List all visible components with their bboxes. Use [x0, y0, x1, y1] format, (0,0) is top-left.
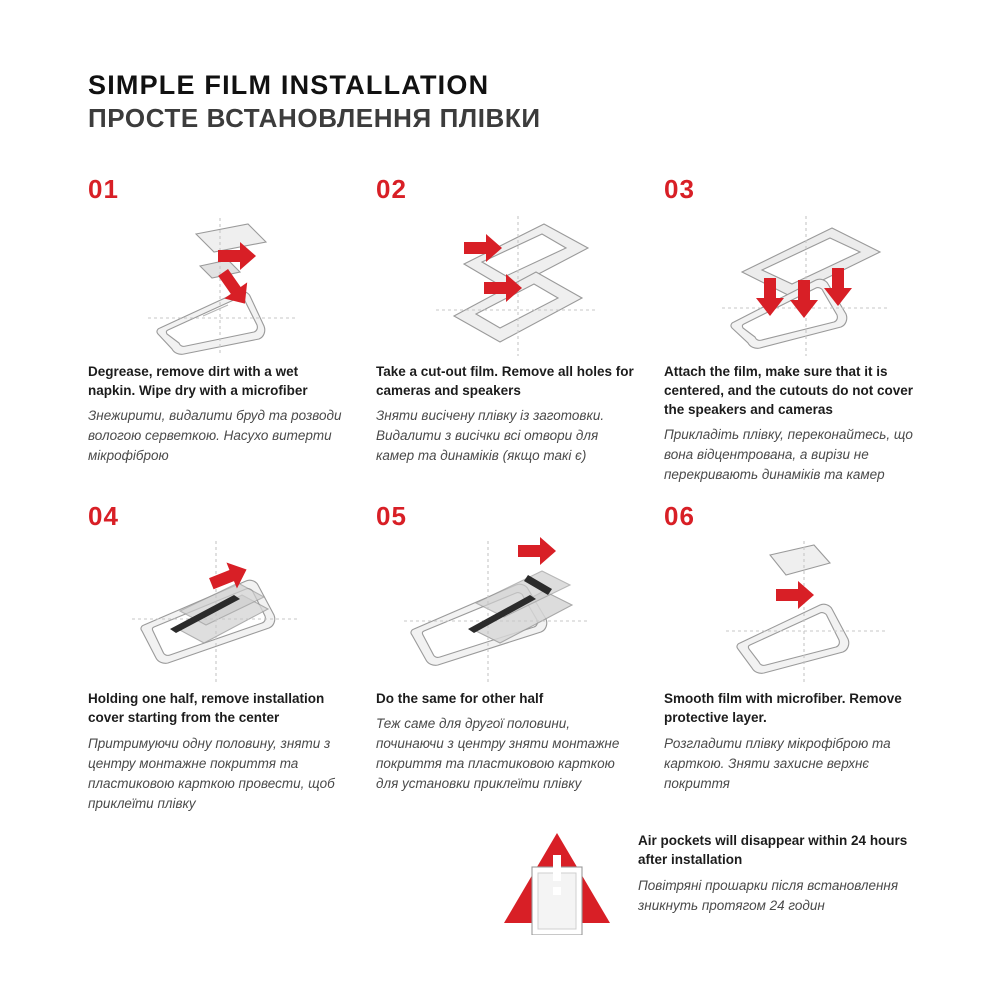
- step-02-illustration: [376, 206, 636, 356]
- step-text-en: Attach the film, make sure that it is centered, and the cutouts do not cover the speakers and cameras: [664, 363, 914, 418]
- step-number: 02: [376, 173, 407, 204]
- step-01-illustration: [88, 206, 348, 356]
- page-header: [88, 70, 912, 134]
- step-04-illustration: [88, 533, 348, 683]
- step-03-illustration: [664, 206, 924, 356]
- step-06-illustration: [664, 533, 924, 683]
- step-text-uk: Теж саме для другої половини, починаючи з центру зняти монтажне покриття та пластиковою карткою для установки приклеїти плівку: [376, 716, 620, 792]
- footer-text-uk: Повітряні прошарки після встановлення зникнуть протягом 24 годин: [638, 878, 899, 914]
- step-number: 04: [88, 501, 119, 532]
- footer-text: [638, 825, 912, 916]
- step-02: [376, 173, 636, 485]
- steps-grid: [88, 173, 914, 814]
- footer-text-en: Air pockets will disappear within 24 hours after installation: [638, 833, 908, 868]
- step-number: 06: [664, 501, 695, 532]
- step-text-uk: Зняти висічену плівку із заготовки. Видалити з висічки всі отвори для камер та динаміків (якщо такі є): [376, 408, 605, 464]
- step-03: [664, 173, 924, 485]
- step-text-en: Holding one half, remove installation cover starting from the center: [88, 691, 325, 726]
- footer-note: [88, 825, 912, 940]
- step-04: [88, 503, 348, 813]
- step-text-en: Degrease, remove dirt with a wet napkin. Wipe dry with a microfiber: [88, 363, 308, 399]
- step-06: [664, 503, 924, 813]
- warning-triangle-icon: [88, 825, 616, 940]
- step-text-uk: Прикладіть плівку, переконайтесь, що вона відцентрована, а вирізи не перекривають динаміків та камер: [664, 427, 913, 483]
- step-text-en: Take a cut-out film. Remove all holes for cameras and speakers: [376, 363, 634, 399]
- step-text-uk: Знежирити, видалити бруд та розводи вологою серветкою. Насухо витерти мікрофіброю: [88, 408, 342, 464]
- step-number: 03: [664, 173, 695, 204]
- step-text-en: Do the same for other half: [376, 691, 544, 707]
- step-number: 05: [376, 501, 407, 532]
- step-text-en: Smooth film with microfiber. Remove protective layer.: [664, 691, 902, 726]
- step-05: [376, 503, 636, 813]
- step-01: [88, 173, 348, 485]
- page-title-uk: ПРОСТЕ ВСТАНОВЛЕННЯ ПЛІВКИ: [88, 103, 541, 134]
- step-number: 01: [88, 173, 119, 204]
- step-text-uk: Притримуючи одну половину, зняти з центру монтажне покриття та пластиковою карткою провести, щоб приклеїти плівку: [88, 735, 335, 811]
- step-05-illustration: [376, 533, 636, 683]
- step-text-uk: Розгладити плівку мікрофіброю та карткою. Зняти захисне верхнє покриття: [664, 735, 891, 791]
- page-title-en: SIMPLE FILM INSTALLATION: [88, 70, 490, 100]
